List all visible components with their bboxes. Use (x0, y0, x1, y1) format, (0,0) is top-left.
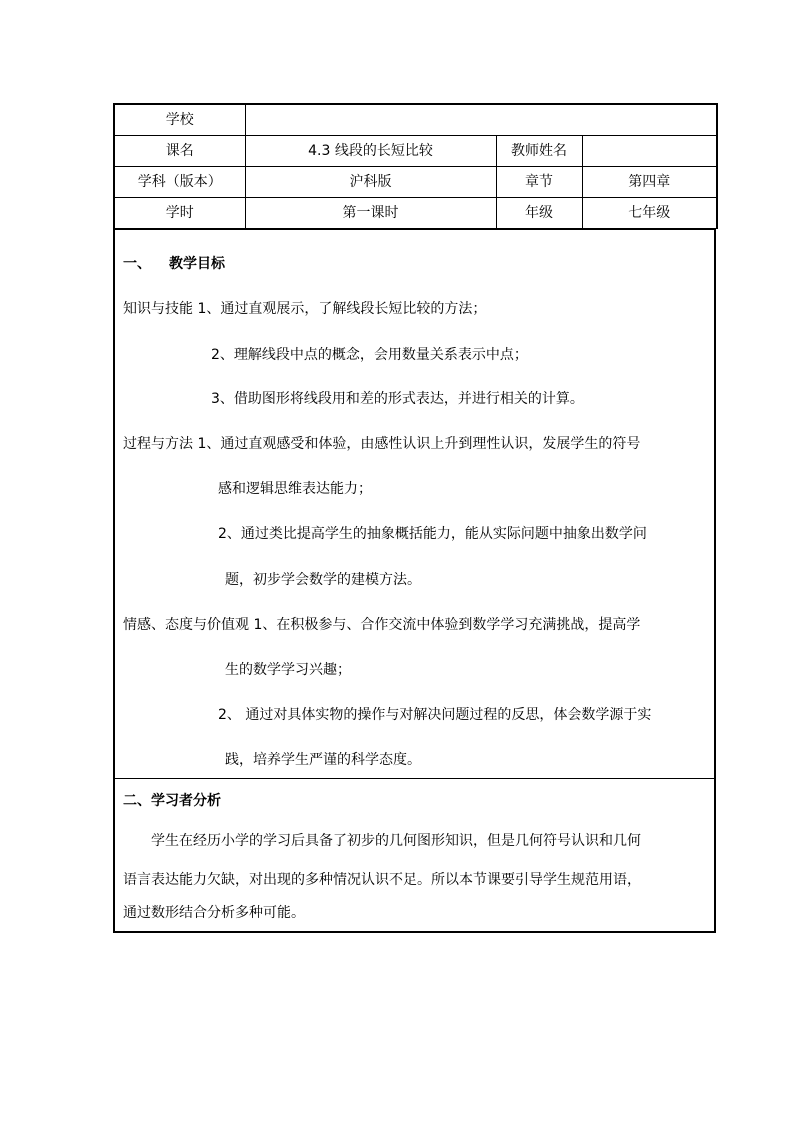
lesson-sections (113, 229, 716, 933)
chapter-label: 章节 (496, 167, 582, 198)
emotion-goal-2: 2、 通过对具体实物的操作与对解决问题过程的反思，体会数学源于实 (218, 707, 652, 723)
knowledge-goal-2: 2、理解线段中点的概念，会用数量关系表示中点； (211, 347, 528, 363)
table-row (114, 167, 717, 198)
grade-label: 年级 (496, 198, 582, 229)
process-goal-1: 过程与方法 1、通过直观感受和体验，由感性认识上升到理性认识，发展学生的符号 (123, 436, 641, 452)
school-label: 学校 (114, 104, 245, 136)
grade-value: 七年级 (582, 198, 717, 229)
subject-label: 学科（版本） (114, 167, 245, 198)
knowledge-goal-3: 3、借助图形将线段用和差的形式表达，并进行相关的计算。 (211, 391, 584, 407)
school-value (245, 104, 717, 136)
emotion-goal-1: 情感、态度与价值观 1、在积极参与、合作交流中体验到数学学习充满挑战，提高学 (123, 617, 641, 633)
teacher-label: 教师姓名 (496, 136, 582, 167)
process-goal-2: 2、通过类比提高学生的抽象概括能力，能从实际问题中抽象出数学问 (218, 526, 647, 542)
subject-value: 沪科版 (245, 167, 496, 198)
table-row (114, 198, 717, 229)
knowledge-goal-1: 知识与技能 1、通过直观展示，了解线段长短比较的方法； (123, 301, 487, 317)
chapter-value: 第四章 (582, 167, 717, 198)
process-goal-2-cont: 题，初步学会数学的建模方法。 (225, 572, 421, 588)
period-value: 第一课时 (245, 198, 496, 229)
analysis-line-3: 通过数形结合分析多种可能。 (123, 905, 305, 921)
course-label: 课名 (114, 136, 245, 167)
goals-heading: 教学目标 (169, 256, 225, 272)
learner-analysis-section (115, 778, 714, 931)
table-row (114, 136, 717, 167)
analysis-heading: 二、学习者分析 (123, 793, 221, 809)
goals-heading-number: 一、 (123, 256, 151, 272)
analysis-line-1: 学生在经历小学的学习后具备了初步的几何图形知识，但是几何符号认识和几何 (151, 833, 641, 849)
analysis-line-2: 语言表达能力欠缺，对出现的多种情况认识不足。所以本节课要引导学生规范用语， (123, 872, 641, 888)
lesson-info-table (113, 103, 718, 229)
lesson-plan (113, 103, 716, 933)
teaching-goals-section (115, 230, 714, 778)
table-row (114, 104, 717, 136)
period-label: 学时 (114, 198, 245, 229)
emotion-goal-2-cont: 践，培养学生严谨的科学态度。 (225, 752, 421, 768)
teacher-value (582, 136, 717, 167)
process-goal-1-cont: 感和逻辑思维表达能力； (218, 481, 372, 497)
emotion-goal-1-cont: 生的数学学习兴趣； (225, 662, 351, 678)
course-value: 4.3 线段的长短比较 (245, 136, 496, 167)
